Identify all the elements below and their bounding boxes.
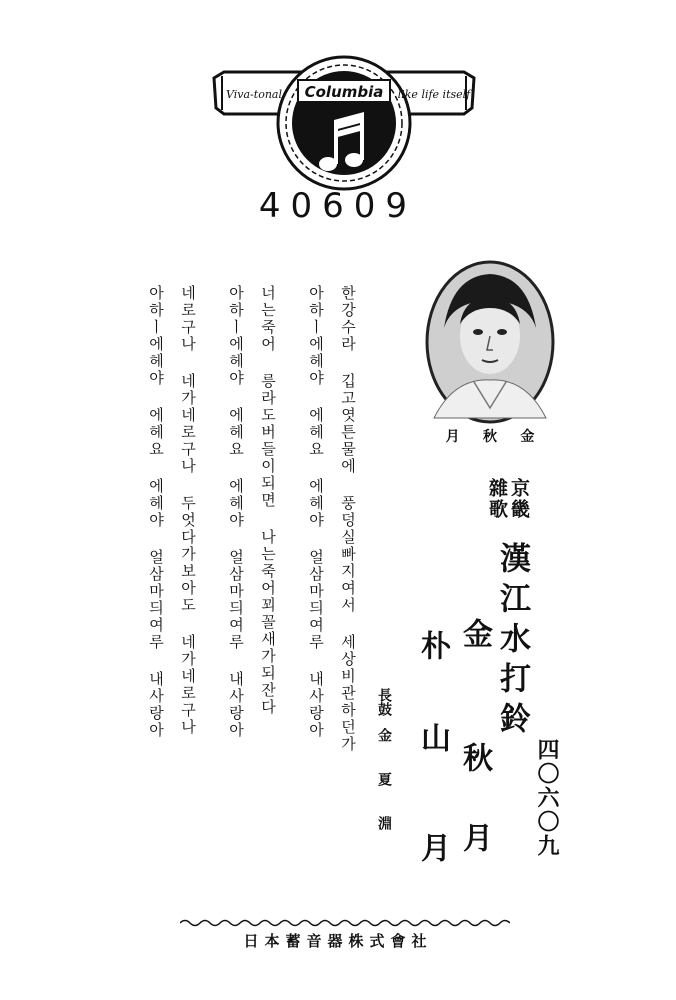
lyric-line: 아하ㅣ에헤야 에헤요 에헤야 얼삼마듸여루 내사랑아 bbox=[147, 285, 165, 739]
genre-label: 京畿 bbox=[508, 478, 530, 520]
caption-char: 秋 bbox=[482, 429, 497, 445]
lyric-line: 너는죽어 릉라도버들이되면 나는죽어꾀꼴새가되잔다 bbox=[259, 285, 277, 716]
left-motto: Viva-tonal bbox=[226, 88, 282, 101]
genre-label: 雜歌 bbox=[486, 478, 508, 520]
drummer-name: 金夏淵 bbox=[376, 728, 392, 860]
caption-char: 金 bbox=[520, 429, 535, 445]
brand-name: Columbia bbox=[304, 83, 384, 101]
lyric-line: 아하ㅣ에헤야 에헤요 에헤야 얼삼마듸여루 내사랑아 bbox=[227, 285, 245, 739]
caption-char: 月 bbox=[445, 429, 460, 445]
publisher-name: 日本蓄音器株式會社 bbox=[243, 932, 433, 950]
singer-surname: 金 bbox=[457, 618, 492, 648]
song-title: 漢江水打鈴 bbox=[494, 542, 530, 742]
columbia-logo bbox=[210, 50, 478, 195]
portrait-caption bbox=[434, 426, 546, 446]
lyric-line: 한강수라 깁고엿튼물에 풍덩실빠지여서 세상비관하던가 bbox=[339, 285, 357, 753]
wavy-divider bbox=[180, 918, 510, 928]
lyric-line: 네로구나 네가네로구나 두엇다가보아도 네가네로구나 bbox=[179, 285, 197, 736]
singer-surname: 朴 bbox=[415, 630, 450, 660]
lyric-line: 아하ㅣ에헤야 에헤요 에헤야 얼삼마듸여루 내사랑아 bbox=[307, 285, 325, 739]
drum-role: 長鼓 bbox=[376, 688, 392, 716]
catalog-kanji: 四〇六〇九 bbox=[534, 738, 560, 858]
singer-portrait bbox=[424, 258, 556, 426]
catalog-number: 40609 bbox=[258, 186, 418, 226]
right-motto: like life itself bbox=[397, 88, 471, 101]
singer-name: 秋月 bbox=[457, 742, 492, 902]
singer-name: 山月 bbox=[415, 722, 450, 942]
